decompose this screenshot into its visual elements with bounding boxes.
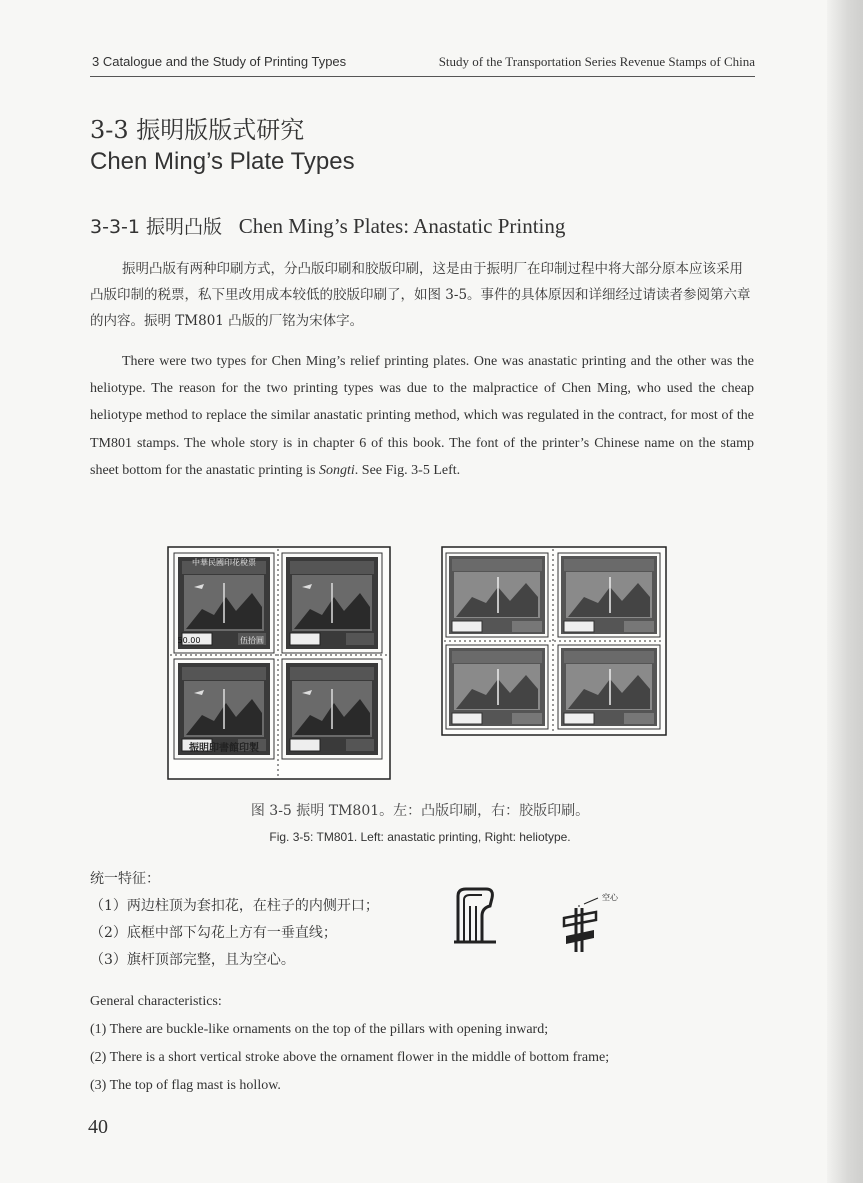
body-en-main: There were two types for Chen Ming’s relief printing plates. One was anastatic printing and the other was the heliotype. The reason for the two printing types was due to the malpractice of Chen Ming, who used the cheap heliotype method to replace the similar anastatic printing method, which was regulated in the contract, for most of the TM801 stamps. The whole story is in chapter 6 of this book. The font of the printer’s Chinese name on the stamp sheet bottom for the anastatic printing is xyxy=(90,354,754,478)
stamp-block-heliotype xyxy=(440,545,668,737)
characteristics-en xyxy=(90,988,609,1100)
header-right: Study of the Transportation Series Revenue Stamps of China xyxy=(438,54,755,69)
flag-mast-diagram xyxy=(556,890,620,954)
figure-caption-en: Fig. 3-5: TM801. Left: anastatic printing, Right: heliotype. xyxy=(269,830,571,844)
characteristic-item-zh: （2）底框中部下勾花上方有一垂直线； xyxy=(90,925,337,941)
stamp-block-anastatic xyxy=(166,545,392,781)
stamp xyxy=(558,645,660,729)
characteristics-title-en: General characteristics: xyxy=(90,994,222,1009)
stamp-value-text: 50.00 xyxy=(177,636,201,645)
stamp-value-zh-text: 伍拾圓 xyxy=(240,636,264,645)
figure-caption-zh: 图 3-5 振明 TM801。左：凸版印刷，右：胶版印刷。 xyxy=(250,803,590,819)
pillar-ornament-diagram xyxy=(452,886,498,944)
header-left: 3 Catalogue and the Study of Printing Types xyxy=(92,54,347,69)
running-header xyxy=(90,52,755,77)
characteristic-item-zh: （3）旗杆顶部完整，且为空心。 xyxy=(90,952,295,968)
printer-imprint: 振明印書館印製 xyxy=(189,743,259,754)
characteristics-zh xyxy=(90,866,379,974)
stamp xyxy=(446,553,548,637)
section-title-zh: 3-3 振明版版式研究 xyxy=(90,116,305,144)
body-en-italic: Songti xyxy=(319,462,355,478)
stamp xyxy=(446,645,548,729)
body-paragraph-zh: 振明凸版有两种印刷方式，分凸版印刷和胶版印刷，这是由于振明厂在印制过程中将大部分原本应该采用凸版印制的税票，私下里改用成本较低的胶版印刷了，如图 3-5。事件的具体原因和详细经过请读者参阅第六章的内容。振明 TM801 凸版的厂铭为宋体字。 xyxy=(90,261,751,329)
hollow-label: 空心 xyxy=(602,893,618,902)
stamp xyxy=(282,659,382,759)
characteristic-item-en: (3) The top of flag mast is hollow. xyxy=(90,1078,281,1093)
body-en-tail: . See Fig. 3-5 Left. xyxy=(354,462,461,478)
characteristic-item-en: (2) There is a short vertical stroke above the ornament flower in the middle of bottom frame; xyxy=(90,1050,610,1065)
page-edge-shadow xyxy=(827,0,863,1183)
page-number: 40 xyxy=(88,1116,108,1138)
body-paragraph-en xyxy=(90,348,754,484)
characteristic-item-en: (1) There are buckle-like ornaments on the top of the pillars with opening inward; xyxy=(90,1022,549,1037)
subsection-title-zh: 3-3-1 振明凸版 xyxy=(90,216,223,238)
characteristics-title-zh: 统一特征： xyxy=(90,871,160,887)
stamp xyxy=(558,553,660,637)
characteristic-item-zh: （1）两边柱顶为套扣花，在柱子的内侧开口； xyxy=(90,898,379,914)
subsection-title-en: Chen Ming’s Plates: Anastatic Printing xyxy=(238,214,566,238)
stamp-header-text: 中華民國印花稅票 xyxy=(192,558,256,567)
section-title-en: Chen Ming’s Plate Types xyxy=(90,148,355,175)
subsection-title xyxy=(90,212,565,239)
stamp xyxy=(282,553,382,653)
